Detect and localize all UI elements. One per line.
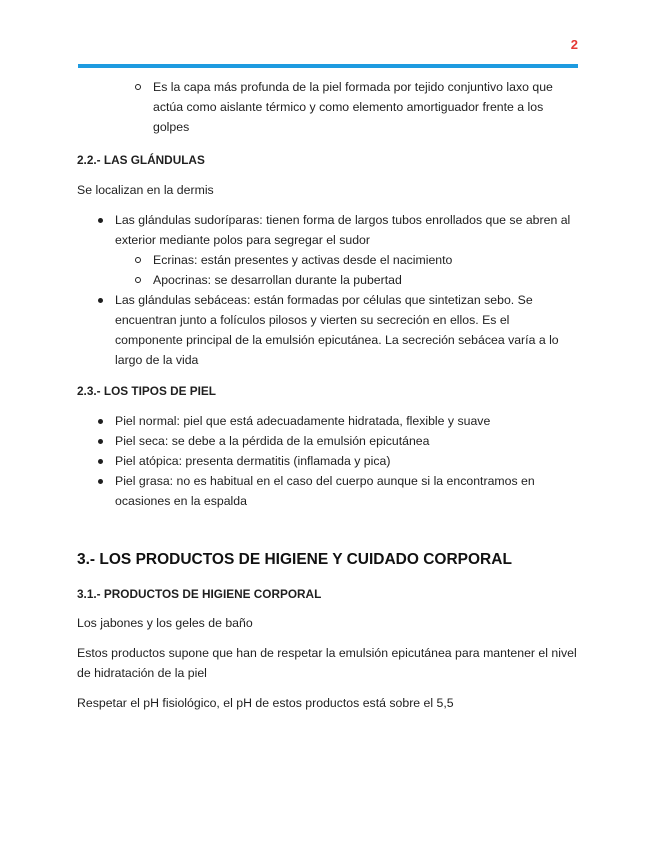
section-heading-higiene: 3.1.- PRODUCTOS DE HIGIENE CORPORAL: [77, 587, 322, 601]
paragraph: Respetar el pH fisiológico, el pH de estos productos está sobre el 5,5: [77, 696, 454, 710]
list-item-text: Las glándulas sudoríparas: tienen forma de largos tubos enrollados que se abren al exterior mediante polos para segregar el sudor: [115, 213, 571, 247]
header-rule: [78, 64, 578, 68]
document-body: [77, 77, 579, 713]
glandulas-list: [77, 210, 579, 370]
paragraph: Estos productos supone que han de respetar la emulsión epicutánea para mantener el nivel de hidratación de la piel: [77, 646, 577, 680]
list-item: Las glándulas sebáceas: están formadas por células que sintetizan sebo. Se encuentran junto a folículos pilosos y vierten su secreción en ellos. Es el componente principal de la emulsión epicutánea. La secreción sebácea varía a lo largo de la vida: [77, 290, 579, 370]
paragraph: Se localizan en la dermis: [77, 183, 214, 197]
paragraph: Los jabones y los geles de baño: [77, 616, 253, 630]
list-item: Es la capa más profunda de la piel formada por tejido conjuntivo laxo que actúa como aislante térmico y como elemento amortiguador frente a los golpes: [115, 77, 579, 137]
list-item: Piel grasa: no es habitual en el caso del cuerpo aunque si la encontramos en ocasiones en la espalda: [77, 471, 579, 511]
page-number: 2: [570, 37, 578, 52]
list-item: [77, 210, 579, 290]
list-item: Ecrinas: están presentes y activas desde el nacimiento: [115, 250, 579, 270]
list-item: Apocrinas: se desarrollan durante la pubertad: [115, 270, 579, 290]
sublist: [115, 250, 579, 290]
section-heading-tipos-piel: 2.3.- LOS TIPOS DE PIEL: [77, 384, 216, 398]
list-item: Piel seca: se debe a la pérdida de la emulsión epicutánea: [77, 431, 579, 451]
section-heading-glandulas: 2.2.- LAS GLÁNDULAS: [77, 153, 205, 167]
chapter-heading: 3.- LOS PRODUCTOS DE HIGIENE Y CUIDADO CORPORAL: [77, 551, 512, 568]
continued-sublist: [115, 77, 579, 137]
list-item: Piel atópica: presenta dermatitis (inflamada y pica): [77, 451, 579, 471]
list-item: Piel normal: piel que está adecuadamente hidratada, flexible y suave: [77, 411, 579, 431]
tipos-piel-list: [77, 411, 579, 511]
